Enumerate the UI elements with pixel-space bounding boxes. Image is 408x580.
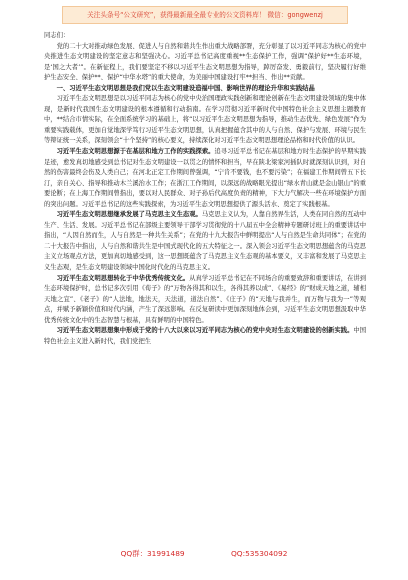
paragraph-marxism-body: 马克思主义认为，人靠自然界生活，人类在同自然的互动中生产、生活、发展。习近平总书记在部级主要领导干部学习贯彻党的十八届五中全会精神专题研讨班上的重要讲话中指出，“人因自然而生，人与自然是一种共生关系”；在党的十九大报告中鲜明提出“人与自然是生命共同体”；在党的二十大报告中指出，人与自然和谐共生是中国式现代化的五大特征之一。深入领会习近平生态文明思想蕴含的马克思主义立场观点方法，更加真切地感受到，这一思想既蕴含了马克思主义生态观的基本要义，又丰富和发展了马克思主义生态观，是生态文明建设领域中国化时代化的马克思主义。 bbox=[44, 211, 367, 272]
qq-group-number: QQ群：31991489 bbox=[120, 549, 185, 558]
promo-banner: 关注头条号“公文研究”，获得最新最全最专业的公文资料库！ 微信：gongwenzj bbox=[62, 6, 348, 24]
paragraph-marxism bbox=[44, 210, 366, 273]
paragraph-overview: 习近平生态文明思想是以习近平同志为核心的党中央治国理政实践创新和理论创新在生态文明建设领域的集中体现，是新时代我国生态文明建设的根本遵循和行动指南。在学习贯彻习近平新时代中国特色社会主义思想主题教育中，**结合市情实际，在全面系统学习的基础上，将“以习近平生态文明思想为指导，推动生态优先、绿色发展”作为重要实践载体，更加自觉地深学笃行习近平生态文明思想，认真把握蕴含其中的人与自然、保护与发展、环境与民生等辩证统一关系，深刻领会“十个坚持”的核心要义，持续深化对习近平生态文明思想理论品格和时代价值的认识。 bbox=[44, 95, 366, 145]
section-heading-1: 一、习近平生态文明思想是我们党以生态文明建设造福中国、影响世界的理论升华和实践结晶 bbox=[56, 84, 315, 92]
paragraph-new-era-body: 中国特色社会主义进入新时代，我们党把生 bbox=[44, 327, 367, 345]
paragraph-intro: 党的二十大对推动绿色发展、促进人与自然和谐共生作出重大战略部署，充分彰显了以习近平同志为核心的党中央推进生态文明建设的坚定意志和坚强决心。习近平总书记高度重视**生态保护工作，强调“保护好**生态环境，是‘国之大者’”。在新征程上，我们要坚定不移以习近平生态文明思想为指导，踔厉奋发、勇毅前行，坚决履行好维护生态安全、保护**、保护“中华水塔”的重大使命，为美丽中国建设打牢**担当、作出**贡献。 bbox=[44, 42, 366, 82]
speech-document bbox=[44, 31, 366, 347]
paragraph-practice-lead: 习近平生态文明思想源于在基层和地方工作的实践探索。 bbox=[56, 148, 215, 156]
greeting: 同志们： bbox=[44, 32, 70, 39]
paragraph-culture-body: 从真学习近平总书记在不同场合的重要致辞和重要讲话，在讲到生态环境保护时，总书记多次引用《荀子》的“万物各得其和以生，各得其养以成”、《易经》的“财成天地之道，辅相天地之宜”、《老子》的“人法地，地法天，天法道，道法自然”、《庄子》的“天地与我并生，而万物与我为一”等观点，并赋予新颖价值和时代内涵，产生了深远影响。在反复研读中更加深刻地体会到，习近平生态文明思想汲取中华优秀传统文化中的生态智慧与根基，具有鲜明的中国特色。 bbox=[44, 274, 367, 324]
paragraph-culture bbox=[44, 274, 366, 327]
paragraph-new-era-lead: 习近平生态文明思想集中形成于党的十八大以来以习近平同志为核心的党中央对生态文明建设的创新实践。 bbox=[56, 327, 354, 335]
contact-footer bbox=[0, 546, 408, 562]
paragraph-practice-body: 追寻习近平总书记在基层和地方时生态保护的早期实践足迹，愈发真切地感受到总书记对生态文明建设一以贯之的情怀和担当，早在陕北梁家河插队时就深刻认识到，对自然的伤害最终会伤及人类自己；在河北正定工作期间曾强调，“宁肯不要钱，也不要污染”；在福建工作期间曾五下长汀，亲自关心、指导和推动木兰溪治水工作；在浙江工作期间，以深远的战略眼光提出“绿水青山就是金山银山”的重要论断；在上海工作期间曾指出，要以对人民群众、对子孙后代高度负责的精神，下大力气解决一些在环境保护方面的突出问题。习近平总书记的这些实践探索，为习近平生态文明思想提供了源头活水、奠定了实践根基。 bbox=[44, 148, 367, 208]
qq-number: QQ:535304092 bbox=[230, 549, 288, 558]
paragraph-practice bbox=[44, 147, 366, 210]
paragraph-marxism-lead: 习近平生态文明思想继承发展了马克思主义生态观。 bbox=[56, 211, 202, 219]
paragraph-culture-lead: 习近平生态文明思想转化于中华优秀传统文化。 bbox=[56, 274, 190, 282]
paragraph-new-era bbox=[44, 326, 366, 347]
